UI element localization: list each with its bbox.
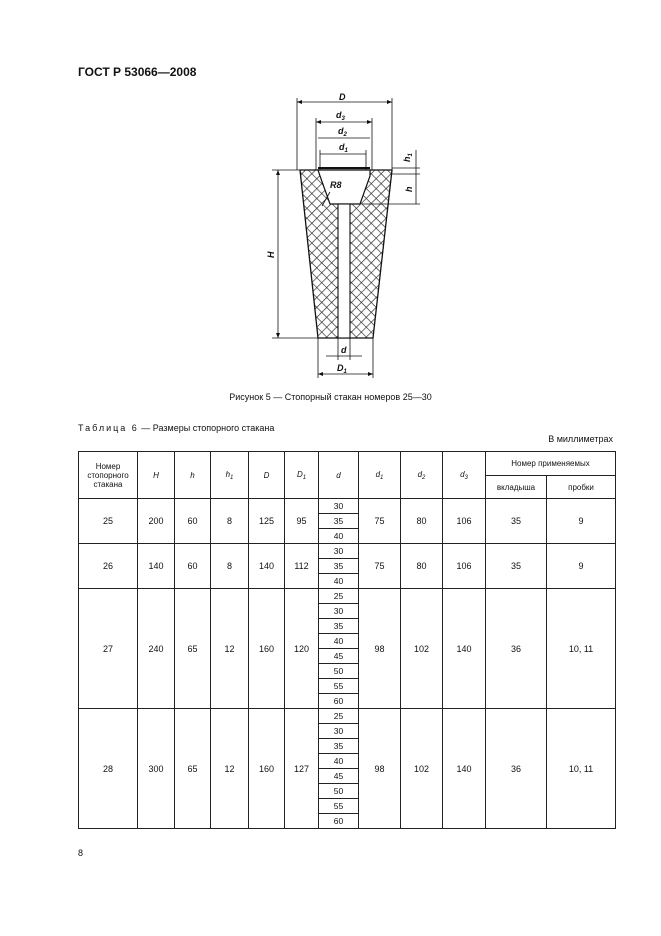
- cell-d: 30: [319, 499, 359, 514]
- svg-text:h1: $h_1$: [402, 153, 414, 162]
- svg-text:D1: $D_1$: [337, 363, 347, 375]
- header-d: d: [319, 452, 359, 499]
- cell-D1: 127: [285, 709, 319, 829]
- cell-d: 40: [319, 634, 359, 649]
- cell-d2: 80: [401, 544, 443, 589]
- figure-caption: Рисунок 5 — Стопорный стакан номеров 25—30: [229, 392, 432, 402]
- cell-d: 55: [319, 679, 359, 694]
- table-caption: [78, 423, 274, 433]
- cell-H: 300: [138, 709, 175, 829]
- cell-insert: 36: [486, 709, 547, 829]
- header-D: D: [249, 452, 285, 499]
- cell-h: 60: [175, 499, 211, 544]
- cell-H: 240: [138, 589, 175, 709]
- cell-num: 26: [79, 544, 138, 589]
- cell-d: 30: [319, 604, 359, 619]
- cell-d3: 106: [443, 499, 486, 544]
- svg-text:R8: R8: [330, 180, 342, 190]
- cell-d: 35: [319, 619, 359, 634]
- cell-d: 25: [319, 709, 359, 724]
- table-row: [79, 709, 616, 724]
- cell-d: 45: [319, 769, 359, 784]
- cell-num: 27: [79, 589, 138, 709]
- svg-text:d2: $d_2$: [338, 126, 347, 138]
- table-row: [79, 589, 616, 604]
- page-number: 8: [78, 848, 84, 858]
- svg-text:h: h: [404, 186, 414, 192]
- cell-num: 25: [79, 499, 138, 544]
- header-h: h: [175, 452, 211, 499]
- cell-h1: 8: [211, 499, 249, 544]
- cell-H: 140: [138, 544, 175, 589]
- cell-d1: 75: [359, 499, 401, 544]
- table-row: [79, 499, 616, 514]
- cell-D1: 120: [285, 589, 319, 709]
- svg-text:d: d: [341, 345, 347, 355]
- svg-text:d3: $d_3$: [336, 110, 345, 122]
- table-units: В миллиметрах: [548, 434, 613, 444]
- cell-d: 45: [319, 649, 359, 664]
- cell-d: 30: [319, 724, 359, 739]
- cell-h1: 12: [211, 589, 249, 709]
- cell-D: 160: [249, 709, 285, 829]
- cell-d: 60: [319, 814, 359, 829]
- cell-d2: 102: [401, 709, 443, 829]
- cell-h: 65: [175, 589, 211, 709]
- header-applied: Номер применяемых: [486, 452, 616, 476]
- cell-plug: 10, 11: [547, 589, 616, 709]
- cell-d: 35: [319, 559, 359, 574]
- cell-D1: 112: [285, 544, 319, 589]
- cell-h1: 12: [211, 709, 249, 829]
- header-H: H: [138, 452, 175, 499]
- table-body: [79, 499, 616, 829]
- cell-d: 55: [319, 799, 359, 814]
- cell-d3: 106: [443, 544, 486, 589]
- header-d3: $d_3$: [443, 452, 486, 499]
- header-D1: $D_1$: [285, 452, 319, 499]
- cell-plug: 10, 11: [547, 709, 616, 829]
- cell-D: 160: [249, 589, 285, 709]
- cell-d: 50: [319, 784, 359, 799]
- cell-d1: 98: [359, 589, 401, 709]
- cell-d1: 98: [359, 709, 401, 829]
- cell-d: 35: [319, 514, 359, 529]
- document-header: ГОСТ Р 53066—2008: [78, 65, 197, 79]
- cell-d: 30: [319, 544, 359, 559]
- cell-d: 40: [319, 574, 359, 589]
- cell-d: 35: [319, 739, 359, 754]
- cell-insert: 35: [486, 544, 547, 589]
- svg-text:H: H: [266, 251, 276, 258]
- cell-d: 40: [319, 529, 359, 544]
- cell-D: 125: [249, 499, 285, 544]
- cell-plug: 9: [547, 544, 616, 589]
- header-d1: $d_1$: [359, 452, 401, 499]
- cell-d1: 75: [359, 544, 401, 589]
- cell-d2: 80: [401, 499, 443, 544]
- cell-h: 60: [175, 544, 211, 589]
- cell-num: 28: [79, 709, 138, 829]
- header-plug: пробки: [547, 476, 616, 499]
- cell-h: 65: [175, 709, 211, 829]
- cell-d: 25: [319, 589, 359, 604]
- cell-d: 50: [319, 664, 359, 679]
- cell-d: 60: [319, 694, 359, 709]
- header-number: Номер стопорного стакана: [79, 452, 138, 499]
- cell-plug: 9: [547, 499, 616, 544]
- cell-insert: 36: [486, 589, 547, 709]
- table-caption-label: Таблица 6: [78, 423, 139, 433]
- cell-d3: 140: [443, 589, 486, 709]
- header-d2: $d_2$: [401, 452, 443, 499]
- table-caption-text: — Размеры стопорного стакана: [138, 423, 275, 433]
- header-insert: вкладыша: [486, 476, 547, 499]
- table-row: [79, 544, 616, 559]
- stopper-cup-drawing: [255, 90, 425, 390]
- cell-D1: 95: [285, 499, 319, 544]
- svg-text:d1: $d_1$: [339, 142, 348, 154]
- cell-D: 140: [249, 544, 285, 589]
- cell-H: 200: [138, 499, 175, 544]
- svg-text:D: D: [339, 92, 346, 102]
- cell-d2: 102: [401, 589, 443, 709]
- cell-d3: 140: [443, 709, 486, 829]
- dimensions-table: [78, 451, 616, 829]
- header-h1: $h_1$: [211, 452, 249, 499]
- cell-h1: 8: [211, 544, 249, 589]
- cell-d: 40: [319, 754, 359, 769]
- cell-insert: 35: [486, 499, 547, 544]
